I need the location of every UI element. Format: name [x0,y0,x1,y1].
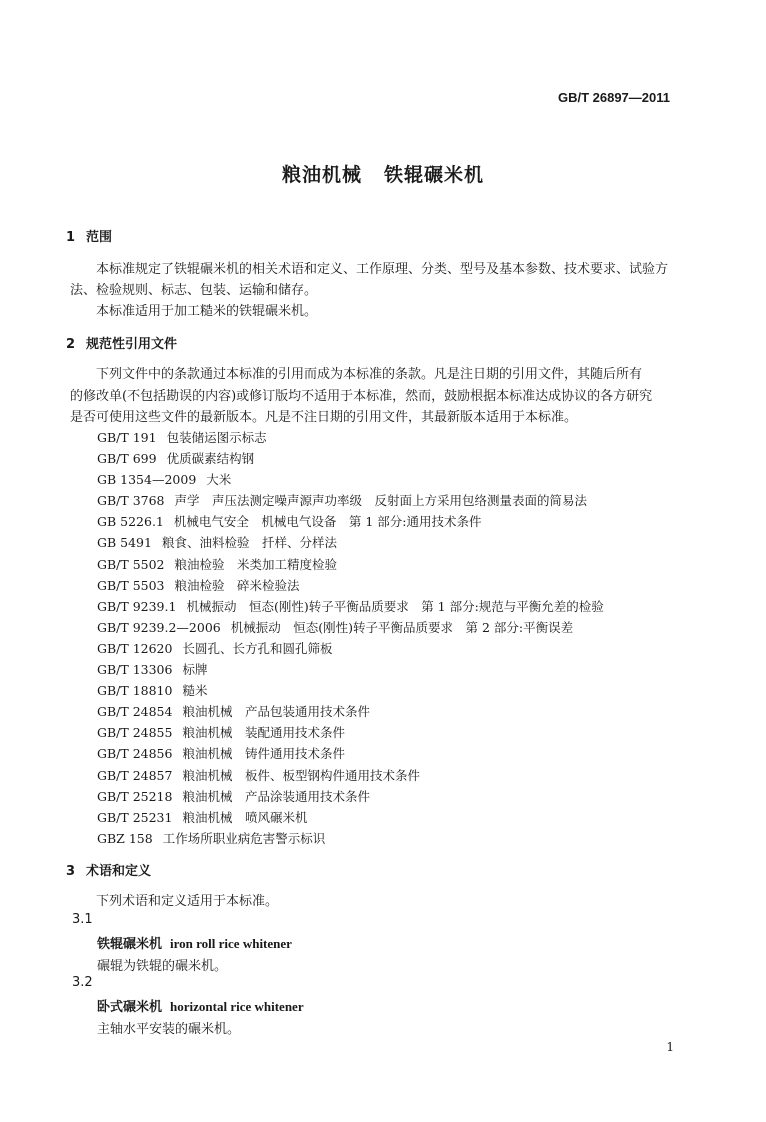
reference-item: GB/T 24855 粮油机械 装配通用技术条件 [97,725,345,741]
section2-intro-line2: 的修改单(不包括勘误的内容)或修订版均不适用于本标准，然而，鼓励根据本标准达成协议的各方研究 [70,389,653,404]
section3-intro: 下列术语和定义适用于本标准。 [96,894,279,909]
title-part2: 铁辊碾米机 [384,164,485,186]
reference-list [97,427,604,849]
term-definition: 主轴水平安装的碾米机。 [97,1022,241,1037]
section1-para1-line1: 本标准规定了铁辊碾米机的相关术语和定义、工作原理、分类、型号及基本参数、技术要求、试验方 [96,262,669,277]
page-number: 1 [666,1040,674,1054]
section1-para2: 本标准适用于加工糙米的铁辊碾米机。 [96,304,318,319]
section2-heading: 2 规范性引用文件 [66,337,178,352]
reference-item: GBZ 158 工作场所职业病危害警示标识 [97,830,326,846]
term-number: 3.2 [72,975,93,990]
reference-item: GB/T 699 优质碳素结构钢 [97,451,255,467]
reference-item: GB/T 24857 粮油机械 板件、板型钢构件通用技术条件 [97,767,420,783]
reference-item: GB/T 18810 糙米 [97,683,208,699]
reference-item: GB/T 5503 粮油检验 碎米检验法 [97,577,300,593]
title-part1: 粮油机械 [281,164,362,186]
reference-item: GB 5491 粮食、油料检验 扦样、分样法 [97,535,337,551]
reference-item: GB/T 25218 粮油机械 产品涂装通用技术条件 [97,788,370,804]
reference-item: GB/T 191 包装储运图示标志 [97,430,267,445]
reference-item: GB/T 25231 粮油机械 喷风碾米机 [97,809,308,825]
term-heading: 卧式碾米机 horizontal rice whitener [97,999,304,1015]
term-definition: 碾辊为铁辊的碾米机。 [97,959,228,974]
section1-para1-line2: 法、检验规则、标志、包装、运输和储存。 [70,283,318,298]
reference-item: GB/T 9239.2—2006 机械振动 恒态(刚性)转子平衡品质要求 第 2 部分:平衡误差 [97,619,574,635]
term-number: 3.1 [72,912,93,927]
section1-heading: 1 范围 [66,230,113,245]
section2-intro-line3: 是否可使用这些文件的最新版本。凡是不注日期的引用文件，其最新版本适用于本标准。 [70,410,578,425]
reference-item: GB 1354—2009 大米 [97,472,232,488]
section2-intro-line1: 下列文件中的条款通过本标准的引用而成为本标准的条款。凡是注日期的引用文件，其随后所有 [96,367,643,382]
reference-item: GB/T 13306 标牌 [97,662,208,678]
reference-item: GB/T 12620 长圆孔、长方孔和圆孔筛板 [97,640,333,656]
reference-item: GB/T 24854 粮油机械 产品包装通用技术条件 [97,704,370,720]
reference-item: GB 5226.1 机械电气安全 机械电气设备 第 1 部分:通用技术条件 [97,514,482,530]
reference-item: GB/T 3768 声学 声压法测定噪声源声功率级 反射面上方采用包络测量表面的简易法 [97,493,588,509]
term-heading: 铁辊碾米机 iron roll rice whitener [97,936,292,952]
standard-number: GB/T 26897—2011 [557,90,670,105]
section3-heading: 3 术语和定义 [66,864,152,879]
reference-item: GB/T 5502 粮油检验 米类加工精度检验 [97,556,338,572]
page-title [0,160,766,187]
reference-item: GB/T 9239.1 机械振动 恒态(刚性)转子平衡品质要求 第 1 部分:规范与平衡允差的检验 [97,598,604,614]
reference-item: GB/T 24856 粮油机械 铸件通用技术条件 [97,746,345,762]
